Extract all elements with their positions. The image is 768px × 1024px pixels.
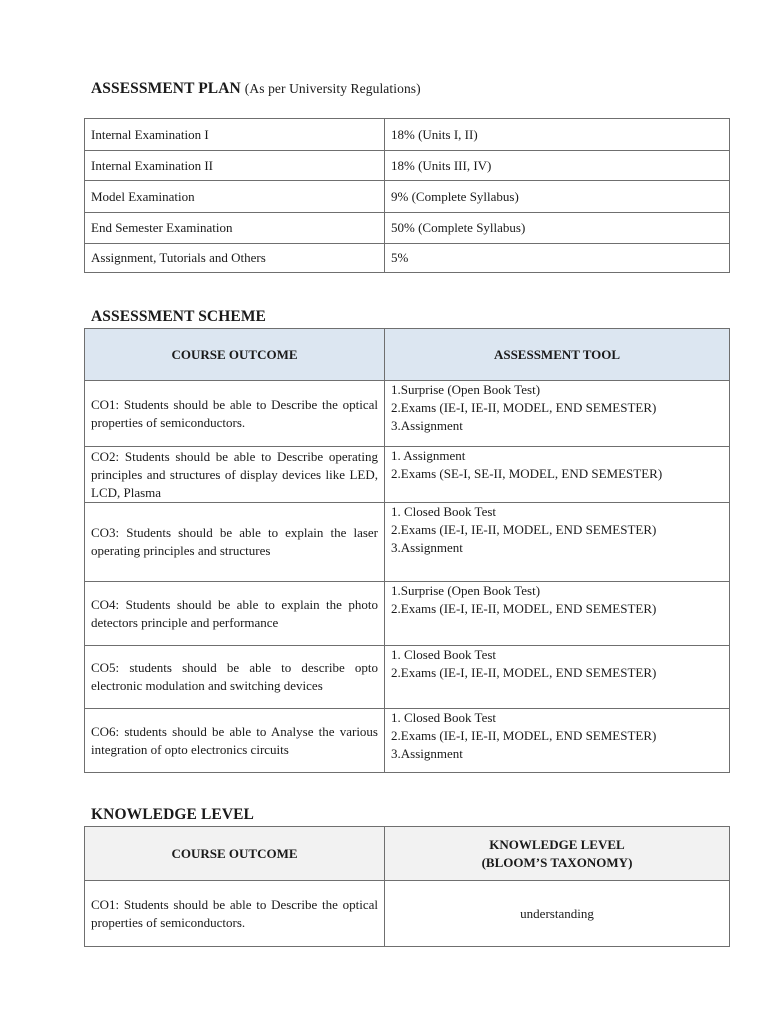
- assessment-scheme-title: ASSESSMENT SCHEME: [91, 308, 266, 325]
- tool-line: 1. Closed Book Test: [391, 710, 497, 725]
- assessment-tool: [385, 503, 730, 582]
- plan-item: Model Examination: [85, 181, 385, 213]
- knowledge-level-value: understanding: [385, 881, 730, 947]
- course-outcome: CO2: Students should be able to Describe operating principles and structures of display devices like LED, LCD, Plasma: [85, 447, 385, 503]
- column-header-course-outcome: COURSE OUTCOME: [85, 329, 385, 381]
- assessment-tool: [385, 381, 730, 447]
- tool-line: 3.Assignment: [391, 540, 463, 555]
- tool-line: 1. Assignment: [391, 448, 466, 463]
- tool-line: 3.Assignment: [391, 418, 463, 433]
- course-outcome: CO1: Students should be able to Describe the optical properties of semiconductors.: [85, 881, 385, 947]
- blooms-taxonomy-header-line: (BLOOM’S TAXONOMY): [481, 854, 633, 870]
- table-row: [85, 213, 730, 244]
- assessment-plan-title: [91, 80, 421, 98]
- assessment-plan-table: [84, 118, 730, 273]
- table-row: [85, 244, 730, 273]
- table-header-row: [85, 329, 730, 381]
- table-row: [85, 119, 730, 151]
- assessment-tool: [385, 646, 730, 709]
- knowledge-level-header-line: KNOWLEDGE LEVEL: [489, 836, 625, 852]
- plan-item: Assignment, Tutorials and Others: [85, 244, 385, 273]
- tool-line: 2.Exams (IE-I, IE-II, MODEL, END SEMESTER): [391, 400, 657, 415]
- table-row: [85, 181, 730, 213]
- assessment-tool: [385, 582, 730, 646]
- tool-line: 1.Surprise (Open Book Test): [391, 583, 541, 598]
- knowledge-level-table: [84, 826, 730, 947]
- table-row: [85, 151, 730, 181]
- tool-line: 2.Exams (IE-I, IE-II, MODEL, END SEMESTER): [391, 728, 657, 743]
- tool-line: 2.Exams (IE-I, IE-II, MODEL, END SEMESTER): [391, 665, 657, 680]
- plan-weight: 18% (Units III, IV): [385, 151, 730, 181]
- table-row: [85, 881, 730, 947]
- tool-line: 3.Assignment: [391, 746, 463, 761]
- table-header-row: [85, 827, 730, 881]
- course-outcome: CO4: Students should be able to explain the photo detectors principle and performance: [85, 582, 385, 646]
- table-row: [85, 447, 730, 503]
- assessment-plan-heading: ASSESSMENT PLAN: [91, 80, 241, 97]
- tool-line: 1. Closed Book Test: [391, 647, 497, 662]
- course-outcome: CO3: Students should be able to explain the laser operating principles and structures: [85, 503, 385, 582]
- column-header-course-outcome: COURSE OUTCOME: [85, 827, 385, 881]
- tool-line: 1. Closed Book Test: [391, 504, 497, 519]
- tool-line: 2.Exams (IE-I, IE-II, MODEL, END SEMESTER): [391, 601, 657, 616]
- plan-item: End Semester Examination: [85, 213, 385, 244]
- table-row: [85, 646, 730, 709]
- tool-line: 1.Surprise (Open Book Test): [391, 382, 541, 397]
- plan-item: Internal Examination I: [85, 119, 385, 151]
- knowledge-level-title: KNOWLEDGE LEVEL: [91, 806, 254, 823]
- table-row: [85, 709, 730, 773]
- table-row: [85, 381, 730, 447]
- table-row: [85, 582, 730, 646]
- assessment-plan-subtitle: (As per University Regulations): [244, 81, 421, 96]
- course-outcome: CO6: students should be able to Analyse the various integration of opto electronics circuits: [85, 709, 385, 773]
- column-header-knowledge-level: [385, 827, 730, 881]
- assessment-tool: [385, 447, 730, 503]
- course-outcome: CO1: Students should be able to Describe the optical properties of semiconductors.: [85, 381, 385, 447]
- plan-weight: 18% (Units I, II): [385, 119, 730, 151]
- table-row: [85, 503, 730, 582]
- assessment-tool: [385, 709, 730, 773]
- assessment-scheme-table: [84, 328, 730, 773]
- tool-line: 2.Exams (SE-I, SE-II, MODEL, END SEMESTER): [391, 466, 663, 481]
- plan-weight: 50% (Complete Syllabus): [385, 213, 730, 244]
- plan-weight: 5%: [385, 244, 730, 273]
- course-outcome: CO5: students should be able to describe opto electronic modulation and switching devices: [85, 646, 385, 709]
- plan-weight: 9% (Complete Syllabus): [385, 181, 730, 213]
- tool-line: 2.Exams (IE-I, IE-II, MODEL, END SEMESTER): [391, 522, 657, 537]
- plan-item: Internal Examination II: [85, 151, 385, 181]
- column-header-assessment-tool: ASSESSMENT TOOL: [385, 329, 730, 381]
